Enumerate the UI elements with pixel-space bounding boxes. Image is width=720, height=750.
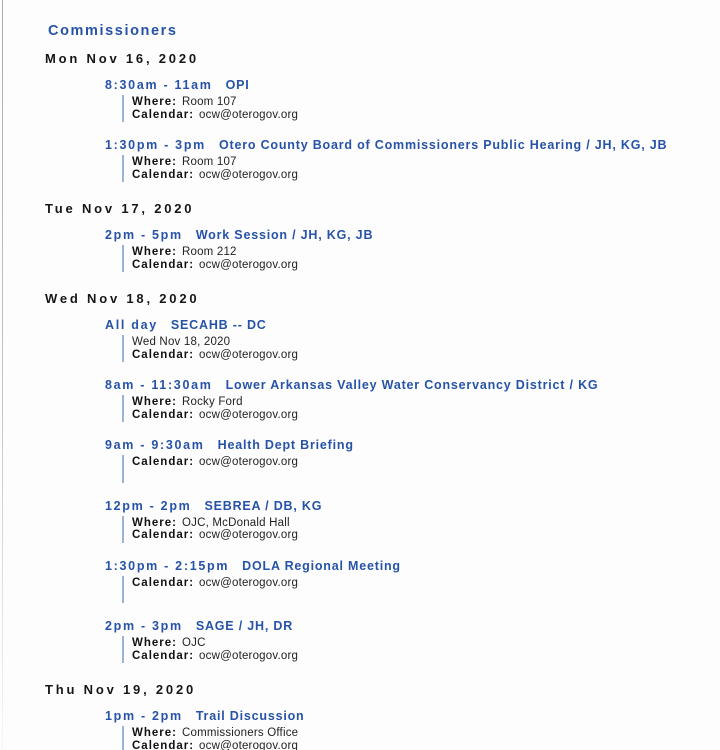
event-time: 2pm - 5pm [105, 228, 183, 242]
event-details [122, 516, 720, 543]
day-list [0, 52, 720, 750]
event-title: SECAHB -- DC [170, 318, 267, 332]
event-detail-line [132, 456, 720, 469]
detail-value: OJC, McDonald Hall [181, 516, 290, 529]
detail-label: Where: [132, 727, 177, 739]
event-title: Health Dept Briefing [217, 438, 354, 452]
event-heading [105, 559, 720, 573]
event-title: Work Session / JH, KG, JB [195, 228, 374, 242]
event-time: 8am - 11:30am [105, 378, 213, 392]
event-detail-line [132, 156, 720, 169]
event-time: 8:30am - 11am [105, 78, 213, 92]
event-title: SEBREA / DB, KG [204, 498, 323, 513]
event-time: 1:30pm - 2:15pm [105, 558, 230, 573]
event-time: All day [105, 318, 158, 332]
event-title: Trail Discussion [195, 709, 305, 723]
event-time: 1:30pm - 3pm [105, 138, 206, 152]
event-detail-line [132, 96, 720, 109]
detail-value: ocw@oterogov.org [199, 739, 299, 750]
event-detail-line [132, 727, 720, 740]
day-section [0, 52, 720, 182]
day-events [0, 709, 720, 750]
day-section [0, 202, 720, 272]
day-section [0, 292, 720, 663]
detail-label: Calendar: [132, 108, 195, 121]
detail-label: Calendar: [132, 576, 195, 589]
detail-value: ocw@oterogov.org [199, 408, 299, 421]
detail-value: Wed Nov 18, 2020 [132, 336, 231, 348]
event-details [122, 155, 720, 182]
event [105, 619, 720, 663]
event-detail-line [132, 259, 720, 272]
event [105, 709, 720, 750]
event-title: SAGE / JH, DR [195, 619, 294, 633]
event-detail-line [132, 409, 720, 422]
detail-value: ocw@oterogov.org [199, 456, 299, 468]
event [105, 499, 720, 543]
event-detail-line [132, 109, 720, 122]
event-time: 9am - 9:30am [105, 438, 205, 452]
detail-label: Where: [132, 637, 177, 649]
event-details [122, 455, 720, 483]
detail-value: ocw@oterogov.org [199, 529, 299, 541]
detail-label: Calendar: [132, 168, 195, 181]
event-details [122, 576, 720, 604]
event [105, 559, 720, 604]
event-details [122, 726, 720, 750]
detail-value: Room 107 [181, 156, 237, 168]
detail-value: ocw@oterogov.org [199, 649, 299, 662]
detail-value: OJC [181, 637, 206, 649]
event-heading [105, 709, 720, 723]
event-details [122, 395, 720, 422]
event-detail-line [132, 517, 720, 530]
detail-value: ocw@oterogov.org [199, 258, 299, 271]
day-events [0, 78, 720, 182]
detail-value: ocw@oterogov.org [199, 168, 299, 181]
event-details [122, 95, 720, 122]
event [105, 378, 720, 422]
detail-label: Where: [132, 246, 177, 258]
event-detail-line [132, 246, 720, 259]
event-details [122, 245, 720, 272]
detail-value: Room 212 [181, 246, 237, 258]
event-heading [105, 499, 720, 513]
day-section [0, 683, 720, 750]
detail-value: Rocky Ford [181, 396, 243, 408]
detail-value: ocw@oterogov.org [199, 348, 299, 361]
event-heading [105, 78, 720, 92]
day-header: Wed Nov 18, 2020 [45, 291, 200, 306]
event-heading [105, 438, 720, 452]
detail-label: Where: [132, 96, 177, 108]
detail-value: Room 107 [181, 96, 237, 108]
detail-value: ocw@oterogov.org [199, 576, 299, 589]
event-detail-line [132, 336, 720, 349]
event-detail-line [132, 529, 720, 542]
event-title: OPI [225, 78, 250, 92]
scan-edge-artifact [2, 0, 3, 750]
event-time: 12pm - 2pm [105, 498, 192, 513]
event-detail-line [132, 396, 720, 409]
event-time: 2pm - 3pm [105, 619, 183, 633]
detail-label: Where: [132, 516, 177, 529]
detail-label: Calendar: [132, 408, 195, 421]
event-heading [105, 138, 720, 152]
detail-value: ocw@oterogov.org [199, 108, 299, 121]
event [105, 438, 720, 483]
event-heading [105, 318, 720, 332]
day-header: Thu Nov 19, 2020 [45, 682, 197, 697]
event-details [122, 636, 720, 663]
event-details [122, 335, 720, 362]
event-detail-line [132, 349, 720, 362]
event-title: DOLA Regional Meeting [242, 558, 401, 573]
page-title: Commissioners [48, 23, 178, 39]
day-events [0, 318, 720, 663]
event-title: Otero County Board of Commissioners Public Hearing / JH, KG, JB [218, 138, 668, 152]
event-heading [105, 228, 720, 242]
event-heading [105, 378, 720, 392]
event-time: 1pm - 2pm [105, 709, 183, 723]
day-events [0, 228, 720, 272]
event [105, 138, 720, 182]
detail-label: Where: [132, 156, 177, 168]
event [105, 228, 720, 272]
event-detail-line [132, 740, 720, 750]
event-detail-line [132, 577, 720, 590]
day-header: Tue Nov 17, 2020 [45, 201, 195, 216]
detail-label: Calendar: [132, 456, 195, 468]
event-title: Lower Arkansas Valley Water Conservancy District / KG [225, 378, 599, 392]
detail-label: Calendar: [132, 258, 195, 271]
event [105, 318, 720, 362]
event-heading [105, 619, 720, 633]
detail-label: Where: [132, 396, 177, 408]
event-detail-line [132, 650, 720, 663]
detail-label: Calendar: [132, 529, 195, 541]
detail-label: Calendar: [132, 649, 195, 662]
event-detail-line [132, 637, 720, 650]
detail-label: Calendar: [132, 739, 195, 750]
day-header: Mon Nov 16, 2020 [45, 51, 199, 66]
event [105, 78, 720, 122]
detail-value: Commissioners Office [181, 727, 299, 739]
event-detail-line [132, 169, 720, 182]
detail-label: Calendar: [132, 348, 195, 361]
